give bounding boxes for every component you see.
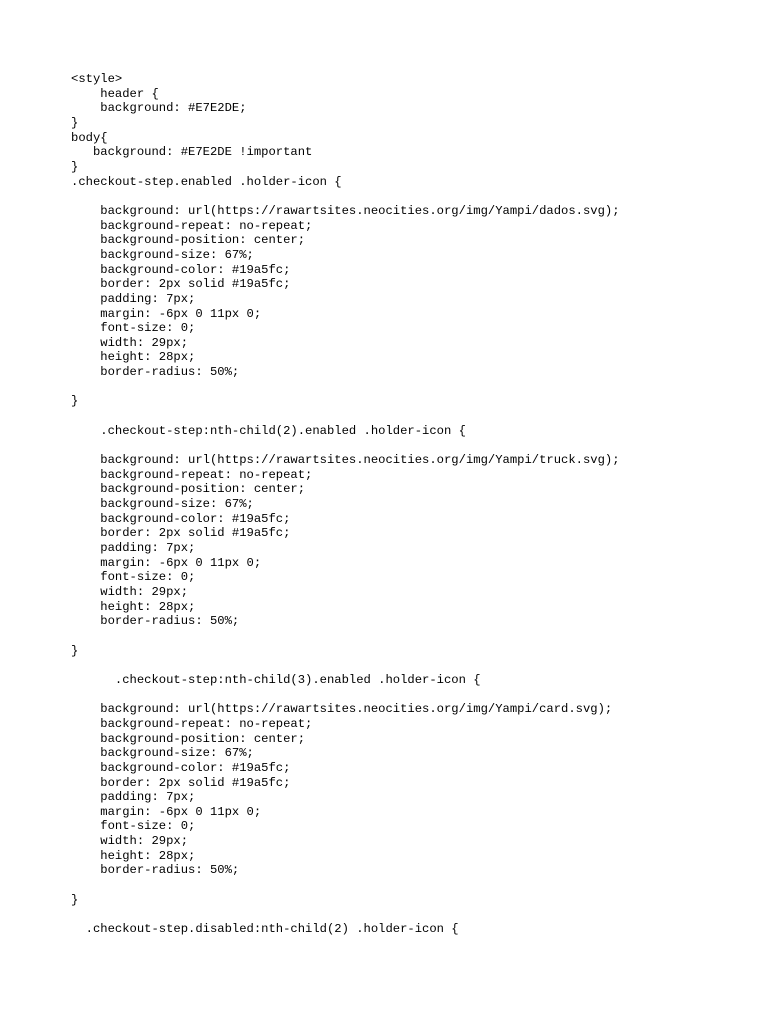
code-line: border-radius: 50%; <box>71 863 240 878</box>
code-line <box>71 409 751 424</box>
code-line: padding: 7px; <box>71 790 196 805</box>
code-line: background-color: #19a5fc; <box>71 511 291 526</box>
code-line: background-position: center; <box>71 233 306 248</box>
code-line <box>71 658 751 673</box>
code-line: border-radius: 50%; <box>71 365 240 380</box>
code-line: } <box>71 394 79 409</box>
code-line <box>71 688 751 703</box>
code-line: .checkout-step:nth-child(2).enabled .holder-icon { <box>71 423 466 438</box>
code-line: background: #E7E2DE; <box>71 101 247 116</box>
code-line: margin: -6px 0 11px 0; <box>71 555 262 570</box>
code-line: } <box>71 159 79 174</box>
code-line: } <box>71 115 79 130</box>
code-line: background: url(https://rawartsites.neocities.org/img/Yampi/truck.svg); <box>71 453 620 468</box>
code-line: border: 2px solid #19a5fc; <box>71 526 291 541</box>
code-line: margin: -6px 0 11px 0; <box>71 306 262 321</box>
code-line: background-position: center; <box>71 731 306 746</box>
code-line <box>71 629 751 644</box>
code-line: width: 29px; <box>71 584 189 599</box>
code-line: border: 2px solid #19a5fc; <box>71 775 291 790</box>
code-line: width: 29px; <box>71 335 189 350</box>
code-line: body{ <box>71 130 108 145</box>
code-line: font-size: 0; <box>71 819 196 834</box>
code-line: background-position: center; <box>71 482 306 497</box>
code-line: background-color: #19a5fc; <box>71 262 291 277</box>
code-line: } <box>71 643 79 658</box>
code-line: header { <box>71 86 159 101</box>
code-line: .checkout-step.disabled:nth-child(2) .holder-icon { <box>71 922 459 937</box>
code-line: font-size: 0; <box>71 321 196 336</box>
code-line: background-repeat: no-repeat; <box>71 467 313 482</box>
code-line: background-color: #19a5fc; <box>71 760 291 775</box>
code-line: background-size: 67%; <box>71 497 254 512</box>
code-line <box>71 878 751 893</box>
code-line <box>71 380 751 395</box>
code-line: background: #E7E2DE !important <box>71 145 313 160</box>
code-line: <style> <box>71 72 123 86</box>
code-line: background: url(https://rawartsites.neocities.org/img/Yampi/card.svg); <box>71 702 613 717</box>
code-document <box>71 72 751 937</box>
code-line: height: 28px; <box>71 848 196 863</box>
code-line: .checkout-step:nth-child(3).enabled .holder-icon { <box>71 672 481 687</box>
code-line: border: 2px solid #19a5fc; <box>71 277 291 292</box>
code-line <box>71 438 751 453</box>
code-line: background-repeat: no-repeat; <box>71 218 313 233</box>
code-line: background-size: 67%; <box>71 247 254 262</box>
code-line: height: 28px; <box>71 599 196 614</box>
code-line: padding: 7px; <box>71 291 196 306</box>
code-line: width: 29px; <box>71 834 189 849</box>
code-line <box>71 189 751 204</box>
code-line: background: url(https://rawartsites.neocities.org/img/Yampi/dados.svg); <box>71 203 620 218</box>
code-line: margin: -6px 0 11px 0; <box>71 804 262 819</box>
code-line: border-radius: 50%; <box>71 614 240 629</box>
code-line: font-size: 0; <box>71 570 196 585</box>
code-line: background-repeat: no-repeat; <box>71 716 313 731</box>
code-line: background-size: 67%; <box>71 746 254 761</box>
code-line: padding: 7px; <box>71 541 196 555</box>
code-line <box>71 907 751 922</box>
code-line: } <box>71 892 79 907</box>
code-line: .checkout-step.enabled .holder-icon { <box>71 174 342 189</box>
code-line: height: 28px; <box>71 350 196 365</box>
